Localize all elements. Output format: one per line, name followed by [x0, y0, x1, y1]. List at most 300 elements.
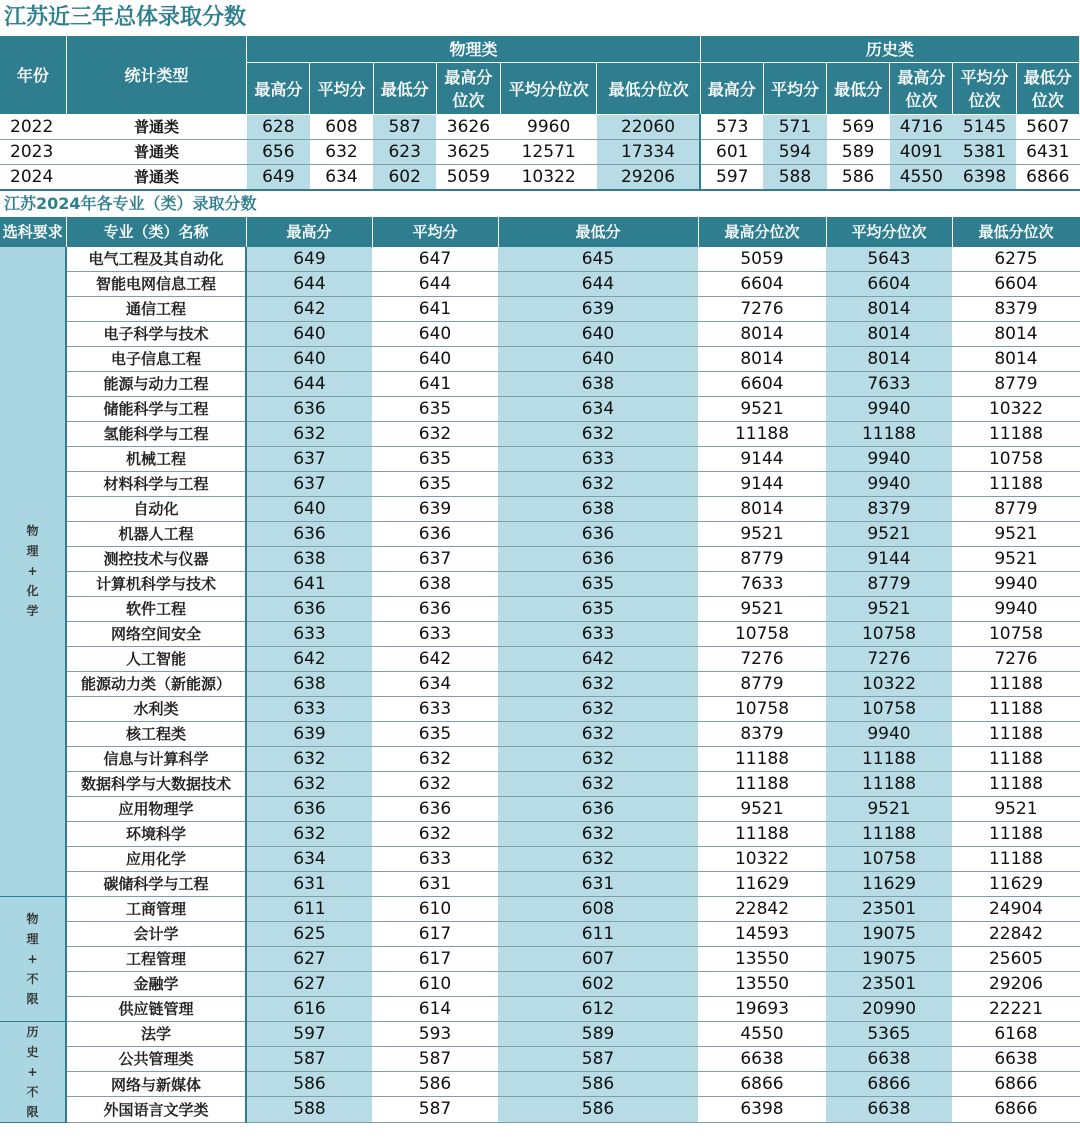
table-row: [0, 271, 1080, 296]
history-value-cell: 573: [700, 114, 763, 139]
title-overall: 江苏近三年总体录取分数: [4, 5, 247, 30]
major-name-cell: 氢能科学与工程: [66, 421, 246, 446]
value-cell: 23501: [826, 896, 952, 921]
value-cell: 586: [372, 1072, 498, 1097]
table-row: [0, 896, 1080, 921]
history-value-cell: 5607: [1016, 114, 1079, 139]
value-cell: 636: [372, 596, 498, 621]
history-value-cell: 5381: [953, 139, 1016, 164]
value-cell: 19693: [698, 996, 826, 1021]
major-name-cell: 外国语言文学类: [66, 1097, 246, 1122]
requirement-char: 学: [26, 604, 39, 618]
table-row: [0, 996, 1080, 1021]
value-cell: 11629: [826, 871, 952, 896]
physics-value-cell: 3626: [436, 114, 500, 139]
value-cell: 617: [372, 921, 498, 946]
header-col: 平均分: [372, 217, 498, 247]
value-cell: 11188: [826, 821, 952, 846]
value-cell: 625: [246, 921, 372, 946]
value-cell: 637: [246, 446, 372, 471]
value-cell: 632: [498, 696, 698, 721]
value-cell: 7633: [698, 571, 826, 596]
requirement-char: 物: [26, 911, 39, 926]
value-cell: 632: [372, 771, 498, 796]
table-row: [0, 671, 1080, 696]
value-cell: 635: [372, 721, 498, 746]
requirement-char: +: [27, 1064, 38, 1079]
table-row: [0, 139, 1080, 164]
value-cell: 11188: [952, 471, 1080, 496]
requirement-char: 不: [26, 1084, 39, 1099]
value-cell: 9940: [952, 596, 1080, 621]
value-cell: 642: [246, 296, 372, 321]
value-cell: 9521: [826, 521, 952, 546]
major-name-cell: 机械工程: [66, 446, 246, 471]
value-cell: 611: [498, 921, 698, 946]
header-type: 统计类型: [66, 36, 247, 114]
major-name-cell: 计算机科学与技术: [66, 571, 246, 596]
major-name-cell: 工程管理: [66, 946, 246, 971]
value-cell: 6604: [698, 271, 826, 296]
table-row: [0, 114, 1080, 139]
header-physics-col: 最高分位次: [436, 62, 500, 114]
header-physics-col: 最低分位次: [597, 62, 700, 114]
value-cell: 633: [498, 446, 698, 471]
value-cell: 9521: [698, 796, 826, 821]
history-value-cell: 586: [827, 164, 890, 190]
value-cell: 6866: [952, 1072, 1080, 1097]
physics-value-cell: 3625: [436, 139, 500, 164]
value-cell: 639: [498, 296, 698, 321]
value-cell: 9940: [826, 721, 952, 746]
header-group-physics: 物理类: [247, 36, 700, 62]
value-cell: 632: [498, 671, 698, 696]
value-cell: 638: [498, 371, 698, 396]
value-cell: 631: [246, 871, 372, 896]
value-cell: 8014: [826, 346, 952, 371]
table-row: [0, 396, 1080, 421]
major-name-cell: 供应链管理: [66, 996, 246, 1021]
table-row: [0, 796, 1080, 821]
table-row: [0, 346, 1080, 371]
value-cell: 632: [498, 721, 698, 746]
value-cell: 11188: [952, 721, 1080, 746]
value-cell: 9144: [698, 446, 826, 471]
value-cell: 644: [372, 271, 498, 296]
table-row: [0, 496, 1080, 521]
value-cell: 587: [372, 1097, 498, 1122]
value-cell: 7276: [826, 646, 952, 671]
history-value-cell: 4716: [890, 114, 953, 139]
major-name-cell: 工商管理: [66, 896, 246, 921]
value-cell: 10322: [826, 671, 952, 696]
value-cell: 8779: [826, 571, 952, 596]
value-cell: 9521: [826, 796, 952, 821]
value-cell: 7633: [826, 371, 952, 396]
value-cell: 612: [498, 996, 698, 1021]
value-cell: 640: [372, 321, 498, 346]
value-cell: 597: [246, 1021, 372, 1046]
value-cell: 632: [246, 821, 372, 846]
value-cell: 11188: [952, 671, 1080, 696]
header-col: 最低分: [498, 217, 698, 247]
major-name-cell: 环境科学: [66, 821, 246, 846]
value-cell: 636: [246, 796, 372, 821]
table-row: [0, 247, 1080, 272]
value-cell: 11188: [698, 771, 826, 796]
value-cell: 10758: [826, 846, 952, 871]
history-value-cell: 571: [763, 114, 826, 139]
value-cell: 6866: [698, 1072, 826, 1097]
value-cell: 8014: [698, 321, 826, 346]
major-name-cell: 网络与新媒体: [66, 1072, 246, 1097]
value-cell: 632: [246, 771, 372, 796]
value-cell: 616: [246, 996, 372, 1021]
value-cell: 6638: [826, 1097, 952, 1122]
value-cell: 636: [246, 521, 372, 546]
value-cell: 11188: [698, 821, 826, 846]
value-cell: 13550: [698, 946, 826, 971]
value-cell: 25605: [952, 946, 1080, 971]
value-cell: 636: [246, 396, 372, 421]
history-value-cell: 6431: [1016, 139, 1079, 164]
value-cell: 608: [498, 896, 698, 921]
value-cell: 632: [246, 746, 372, 771]
value-cell: 5365: [826, 1021, 952, 1046]
value-cell: 14593: [698, 921, 826, 946]
value-cell: 636: [498, 796, 698, 821]
requirement-char: 化: [26, 584, 39, 598]
value-cell: 639: [372, 496, 498, 521]
value-cell: 633: [498, 621, 698, 646]
header-physics-col: 最高分: [247, 62, 310, 114]
value-cell: 22842: [952, 921, 1080, 946]
major-name-cell: 数据科学与大数据技术: [66, 771, 246, 796]
major-name-cell: 碳储科学与工程: [66, 871, 246, 896]
value-cell: 642: [372, 646, 498, 671]
value-cell: 6866: [952, 1097, 1080, 1122]
value-cell: 586: [498, 1097, 698, 1122]
physics-value-cell: 10322: [501, 164, 597, 190]
major-name-cell: 自动化: [66, 496, 246, 521]
value-cell: 631: [498, 871, 698, 896]
major-name-cell: 人工智能: [66, 646, 246, 671]
value-cell: 6398: [698, 1097, 826, 1122]
value-cell: 8014: [698, 496, 826, 521]
value-cell: 11188: [826, 771, 952, 796]
value-cell: 617: [372, 946, 498, 971]
table-row: [0, 471, 1080, 496]
value-cell: 13550: [698, 971, 826, 996]
history-value-cell: 597: [700, 164, 763, 190]
value-cell: 637: [246, 471, 372, 496]
value-cell: 7276: [952, 646, 1080, 671]
value-cell: 11629: [698, 871, 826, 896]
value-cell: 4550: [698, 1021, 826, 1046]
physics-value-cell: 602: [373, 164, 436, 190]
value-cell: 586: [498, 1072, 698, 1097]
value-cell: 634: [498, 396, 698, 421]
value-cell: 588: [246, 1097, 372, 1122]
physics-value-cell: 649: [247, 164, 310, 190]
value-cell: 638: [372, 571, 498, 596]
major-name-cell: 会计学: [66, 921, 246, 946]
value-cell: 9940: [826, 471, 952, 496]
value-cell: 9144: [826, 546, 952, 571]
value-cell: 11629: [952, 871, 1080, 896]
header-col: 平均分位次: [826, 217, 952, 247]
requirement-char: 理: [26, 544, 39, 558]
header-physics-col: 平均分位次: [501, 62, 597, 114]
requirement-char: 理: [26, 931, 39, 946]
value-cell: 7276: [698, 646, 826, 671]
requirement-char: 不: [26, 971, 39, 986]
value-cell: 633: [246, 621, 372, 646]
value-cell: 24904: [952, 896, 1080, 921]
value-cell: 635: [372, 471, 498, 496]
table-row: [0, 321, 1080, 346]
major-name-cell: 水利类: [66, 696, 246, 721]
value-cell: 6275: [952, 247, 1080, 272]
value-cell: 642: [498, 646, 698, 671]
value-cell: 8014: [826, 321, 952, 346]
value-cell: 634: [372, 671, 498, 696]
value-cell: 9144: [698, 471, 826, 496]
value-cell: 6604: [952, 271, 1080, 296]
header-history-col: 最高分位次: [890, 62, 953, 114]
value-cell: 639: [246, 721, 372, 746]
major-name-cell: 应用化学: [66, 846, 246, 871]
table-row: [0, 1072, 1080, 1097]
value-cell: 9521: [952, 796, 1080, 821]
major-name-cell: 电子信息工程: [66, 346, 246, 371]
value-cell: 632: [372, 821, 498, 846]
value-cell: 9521: [952, 521, 1080, 546]
physics-value-cell: 587: [373, 114, 436, 139]
value-cell: 7276: [698, 296, 826, 321]
value-cell: 29206: [952, 971, 1080, 996]
physics-value-cell: 29206: [597, 164, 700, 190]
table-row: [0, 721, 1080, 746]
value-cell: 10322: [952, 396, 1080, 421]
value-cell: 589: [498, 1021, 698, 1046]
table-row: [0, 446, 1080, 471]
table-row: [0, 621, 1080, 646]
value-cell: 632: [498, 746, 698, 771]
value-cell: 638: [246, 546, 372, 571]
value-cell: 640: [498, 346, 698, 371]
value-cell: 9521: [698, 596, 826, 621]
table-row: [0, 871, 1080, 896]
value-cell: 638: [498, 496, 698, 521]
year-cell: 2022: [0, 114, 66, 139]
value-cell: 11188: [952, 746, 1080, 771]
value-cell: 641: [372, 296, 498, 321]
table-row: [0, 746, 1080, 771]
year-cell: 2024: [0, 164, 66, 190]
value-cell: 6604: [826, 271, 952, 296]
value-cell: 638: [246, 671, 372, 696]
major-name-cell: 智能电网信息工程: [66, 271, 246, 296]
header-col: 专业（类）名称: [66, 217, 246, 247]
value-cell: 635: [498, 571, 698, 596]
table-row: [0, 846, 1080, 871]
history-value-cell: 6866: [1016, 164, 1079, 190]
requirement-char: +: [27, 564, 38, 578]
value-cell: 627: [246, 946, 372, 971]
title-by-major: 江苏2024年各专业（类）录取分数: [4, 193, 257, 213]
value-cell: 644: [498, 271, 698, 296]
value-cell: 11188: [952, 846, 1080, 871]
requirement-cell: [0, 247, 66, 897]
header-history-col: 最高分: [700, 62, 763, 114]
table-row: [0, 946, 1080, 971]
value-cell: 20990: [826, 996, 952, 1021]
value-cell: 11188: [826, 746, 952, 771]
value-cell: 10758: [952, 621, 1080, 646]
value-cell: 8014: [952, 321, 1080, 346]
history-value-cell: 601: [700, 139, 763, 164]
value-cell: 647: [372, 247, 498, 272]
value-cell: 10758: [698, 621, 826, 646]
type-cell: 普通类: [66, 139, 247, 164]
value-cell: 644: [246, 371, 372, 396]
table-row: [0, 1097, 1080, 1122]
value-cell: 22842: [698, 896, 826, 921]
value-cell: 593: [372, 1021, 498, 1046]
value-cell: 10758: [952, 446, 1080, 471]
value-cell: 632: [498, 421, 698, 446]
header-col: 选科要求: [0, 217, 66, 247]
value-cell: 632: [498, 771, 698, 796]
value-cell: 640: [246, 346, 372, 371]
header-history-col: 平均分位次: [953, 62, 1016, 114]
value-cell: 645: [498, 247, 698, 272]
table-row: [0, 164, 1080, 190]
value-cell: 6638: [698, 1046, 826, 1071]
major-name-cell: 软件工程: [66, 596, 246, 621]
table-row: [0, 571, 1080, 596]
value-cell: 640: [246, 496, 372, 521]
major-name-cell: 网络空间安全: [66, 621, 246, 646]
physics-value-cell: 5059: [436, 164, 500, 190]
value-cell: 10758: [826, 696, 952, 721]
table-row: [0, 1021, 1080, 1046]
value-cell: 610: [372, 896, 498, 921]
value-cell: 6638: [952, 1046, 1080, 1071]
history-value-cell: 6398: [953, 164, 1016, 190]
header-col: 最低分位次: [952, 217, 1080, 247]
value-cell: 8014: [698, 346, 826, 371]
value-cell: 635: [372, 396, 498, 421]
value-cell: 614: [372, 996, 498, 1021]
physics-value-cell: 632: [310, 139, 373, 164]
value-cell: 11188: [952, 696, 1080, 721]
table-row: [0, 546, 1080, 571]
table-row: [0, 596, 1080, 621]
major-name-cell: 能源动力类（新能源）: [66, 671, 246, 696]
value-cell: 640: [372, 346, 498, 371]
table-row: [0, 371, 1080, 396]
value-cell: 627: [246, 971, 372, 996]
value-cell: 10758: [826, 621, 952, 646]
physics-value-cell: 608: [310, 114, 373, 139]
value-cell: 6866: [826, 1072, 952, 1097]
value-cell: 636: [372, 796, 498, 821]
value-cell: 631: [372, 871, 498, 896]
value-cell: 636: [498, 546, 698, 571]
physics-value-cell: 634: [310, 164, 373, 190]
value-cell: 634: [246, 846, 372, 871]
value-cell: 22221: [952, 996, 1080, 1021]
value-cell: 586: [246, 1072, 372, 1097]
requirement-char: 史: [26, 1044, 39, 1059]
value-cell: 637: [372, 546, 498, 571]
value-cell: 8779: [952, 371, 1080, 396]
physics-value-cell: 17334: [597, 139, 700, 164]
physics-value-cell: 22060: [597, 114, 700, 139]
value-cell: 632: [372, 421, 498, 446]
value-cell: 11188: [952, 771, 1080, 796]
value-cell: 9521: [952, 546, 1080, 571]
requirement-cell: [0, 1021, 66, 1122]
value-cell: 11188: [698, 746, 826, 771]
value-cell: 635: [498, 596, 698, 621]
physics-value-cell: 656: [247, 139, 310, 164]
value-cell: 10322: [698, 846, 826, 871]
value-cell: 636: [246, 596, 372, 621]
value-cell: 649: [246, 247, 372, 272]
history-value-cell: 588: [763, 164, 826, 190]
value-cell: 11188: [826, 421, 952, 446]
requirement-char: 物: [26, 524, 39, 538]
table-row: [0, 296, 1080, 321]
value-cell: 640: [246, 321, 372, 346]
major-name-cell: 测控技术与仪器: [66, 546, 246, 571]
history-value-cell: 4550: [890, 164, 953, 190]
value-cell: 11188: [952, 821, 1080, 846]
value-cell: 8779: [698, 671, 826, 696]
value-cell: 633: [372, 846, 498, 871]
value-cell: 641: [246, 571, 372, 596]
header-physics-col: 平均分: [310, 62, 373, 114]
header-history-col: 最低分: [827, 62, 890, 114]
value-cell: 23501: [826, 971, 952, 996]
value-cell: 610: [372, 971, 498, 996]
value-cell: 9521: [698, 396, 826, 421]
table-row: [0, 771, 1080, 796]
table-row: [0, 971, 1080, 996]
year-cell: 2023: [0, 139, 66, 164]
value-cell: 8379: [826, 496, 952, 521]
physics-value-cell: 623: [373, 139, 436, 164]
value-cell: 8379: [698, 721, 826, 746]
value-cell: 633: [246, 696, 372, 721]
requirement-char: +: [27, 951, 38, 966]
value-cell: 5643: [826, 247, 952, 272]
header-year: 年份: [0, 36, 66, 114]
value-cell: 636: [372, 521, 498, 546]
value-cell: 6638: [826, 1046, 952, 1071]
value-cell: 5059: [698, 247, 826, 272]
value-cell: 636: [498, 521, 698, 546]
value-cell: 10758: [698, 696, 826, 721]
requirement-char: 历: [26, 1024, 39, 1039]
requirement-cell: [0, 896, 66, 1021]
value-cell: 642: [246, 646, 372, 671]
value-cell: 641: [372, 371, 498, 396]
major-name-cell: 法学: [66, 1021, 246, 1046]
